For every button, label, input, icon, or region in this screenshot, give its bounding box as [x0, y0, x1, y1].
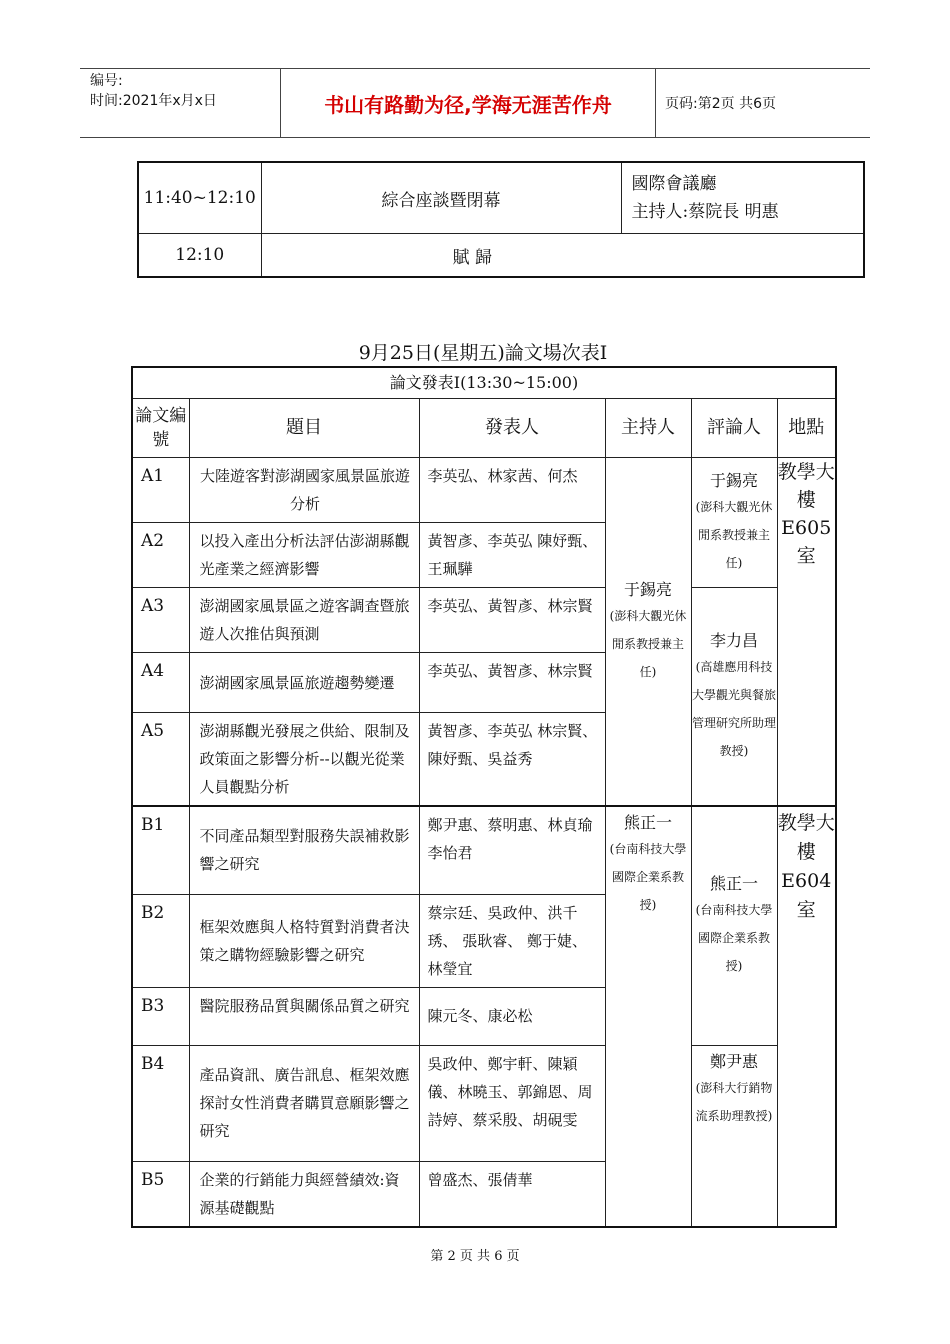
- agenda-time: 12:10: [138, 234, 261, 278]
- table-row: [132, 588, 836, 653]
- commentator-cell: [691, 1045, 777, 1227]
- commentator-title: (澎科大觀光休閒系教授兼主任): [695, 499, 773, 570]
- commentator-title: (台南科技大學國際企業系教授): [695, 902, 773, 973]
- paper-topic: 產品資訊、廣告訊息、框架效應探討女性消費者購買意願影響之研究: [189, 1045, 419, 1161]
- commentator-name: 熊正一: [709, 873, 758, 893]
- header-topic: 題目: [189, 399, 419, 458]
- paper-presenters: 李英弘、黃智彥、林宗賢: [419, 653, 605, 713]
- commentator-name: 鄭尹惠: [709, 1051, 758, 1071]
- paper-presenters: 蔡宗廷、吳政仲、洪千琇、 張耿睿、 鄭于婕、 林瑩宜: [419, 894, 605, 987]
- commentator-name: 李力昌: [709, 630, 758, 650]
- code-label: 编号:: [90, 73, 123, 89]
- agenda-place: [621, 162, 864, 234]
- header-commentator: 評論人: [691, 399, 777, 458]
- agenda-table: [137, 161, 865, 278]
- paper-topic: 澎湖國家風景區之遊客調查暨旅遊人次推估與預測: [189, 588, 419, 653]
- paper-presenters: 陳元冬、康必松: [419, 987, 605, 1045]
- agenda-row: [138, 162, 864, 234]
- agenda-time: 11:40~12:10: [138, 162, 261, 234]
- page-footer: 第 2 页 共 6 页: [430, 1249, 520, 1264]
- paper-num: B4: [132, 1045, 189, 1161]
- paper-presenters: 曾盛杰、張倩華: [419, 1161, 605, 1227]
- table-row: [132, 458, 836, 523]
- session-title: 論文發表I(13:30~15:00): [132, 367, 836, 399]
- commentator-cell: [691, 458, 777, 588]
- page-number-label: 页码:第2页 共6页: [665, 96, 776, 112]
- paper-num: B1: [132, 806, 189, 894]
- header-location: 地點: [777, 399, 836, 458]
- host-cell: [605, 458, 691, 807]
- paper-topic: 不同產品類型對服務失誤補救影響之研究: [189, 806, 419, 894]
- agenda-event: 綜合座談暨閉幕: [261, 162, 621, 234]
- paper-num: A4: [132, 653, 189, 713]
- paper-num: A1: [132, 458, 189, 523]
- header-meta: [90, 71, 280, 111]
- paper-topic: 大陸遊客對澎湖國家風景區旅遊分析: [189, 458, 419, 523]
- paper-topic: 醫院服務品質與關係品質之研究: [189, 987, 419, 1045]
- commentator-cell: [691, 806, 777, 1045]
- agenda-event: 賦 歸: [261, 234, 864, 278]
- location-cell: 教學大樓E605室: [777, 458, 836, 807]
- paper-num: B5: [132, 1161, 189, 1227]
- location-cell: 教學大樓E604室: [777, 806, 836, 1227]
- header-num: 論文編號: [132, 399, 189, 458]
- paper-schedule-table: [131, 366, 837, 1228]
- paper-num: A5: [132, 713, 189, 807]
- paper-num: B3: [132, 987, 189, 1045]
- host-title: (台南科技大學國際企業系教授): [609, 842, 687, 912]
- host-cell: [605, 806, 691, 1227]
- header-host: 主持人: [605, 399, 691, 458]
- host-name: 熊正一: [623, 813, 672, 832]
- paper-topic: 企業的行銷能力與經營績效:資源基礎觀點: [189, 1161, 419, 1227]
- agenda-place-host: 主持人:蔡院長 明惠: [631, 202, 779, 222]
- paper-topic: 澎湖縣觀光發展之供給、限制及政策面之影響分析--以觀光從業人員觀點分析: [189, 713, 419, 807]
- motto: 书山有路勤为径,学海无涯苦作舟: [280, 69, 656, 137]
- time-label: 时间:2021年x月x日: [90, 93, 217, 109]
- paper-topic: 以投入產出分析法評估澎湖縣觀光產業之經濟影響: [189, 523, 419, 588]
- paper-topic: 框架效應與人格特質對消費者決策之購物經驗影響之研究: [189, 894, 419, 987]
- paper-presenters: 李英弘、黃智彥、林宗賢: [419, 588, 605, 653]
- commentator-cell: [691, 588, 777, 807]
- agenda-row: [138, 234, 864, 278]
- commentator-name: 于錫亮: [709, 470, 758, 490]
- table-row: [132, 806, 836, 894]
- commentator-title: (高雄應用科技大學觀光與餐旅管理研究所助理教授): [691, 659, 776, 758]
- agenda-place-venue: 國際會議廳: [631, 174, 717, 194]
- host-title: (澎科大觀光休閒系教授兼主任): [609, 608, 687, 679]
- session-title-row: [132, 367, 836, 399]
- paper-topic: 澎湖國家風景區旅遊趨勢變遷: [189, 653, 419, 713]
- commentator-title: (澎科大行銷物流系助理教授): [695, 1080, 773, 1123]
- paper-num: B2: [132, 894, 189, 987]
- paper-num: A3: [132, 588, 189, 653]
- header-presenters: 發表人: [419, 399, 605, 458]
- host-name: 于錫亮: [623, 579, 672, 599]
- paper-presenters: 鄭尹惠、蔡明惠、林貞瑜 李怡君: [419, 806, 605, 894]
- schedule-title: 9月25日(星期五)論文場次表I: [358, 342, 608, 364]
- paper-num: A2: [132, 523, 189, 588]
- paper-presenters: 黃智彥、李英弘 陳妤甄、王珮驊: [419, 523, 605, 588]
- page-header: [80, 68, 870, 138]
- header-row: [132, 399, 836, 458]
- paper-presenters: 吳政仲、鄭宇軒、陳穎儀、林曉玉、郭錦恩、周詩婷、蔡采殷、胡硯雯: [419, 1045, 605, 1161]
- table-row: [132, 1045, 836, 1161]
- paper-presenters: 李英弘、林家茜、何杰: [419, 458, 605, 523]
- paper-presenters: 黃智彥、李英弘 林宗賢、陳妤甄、吳益秀: [419, 713, 605, 807]
